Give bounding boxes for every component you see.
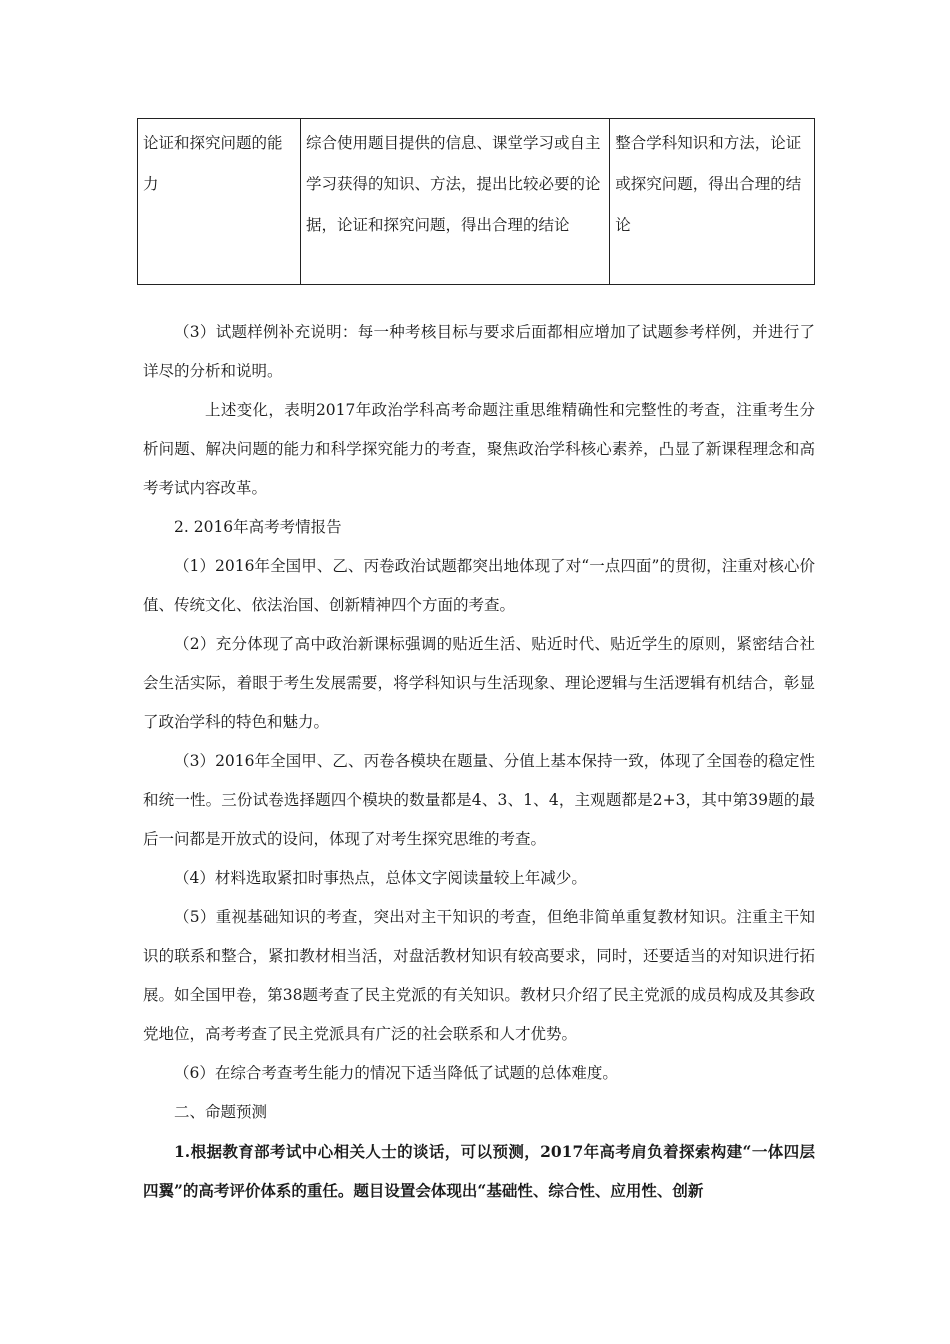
- requirements-table: [137, 118, 815, 285]
- paragraph-sample-note: （3）试题样例补充说明：每一种考核目标与要求后面都相应增加了试题参考样例，并进行了详尽的分析和说明。: [143, 323, 815, 380]
- table-cell-requirement: 整合学科知识和方法，论证或探究问题，得出合理的结论: [610, 119, 815, 285]
- table-cell-description: 综合使用题目提供的信息、课堂学习或自主学习获得的知识、方法，提出比较必要的论据，论证和探究问题，得出合理的结论: [300, 119, 609, 285]
- paragraph-report-5: （5）重视基础知识的考查，突出对主干知识的考查，但绝非简单重复教材知识。注重主干知识的联系和整合，紧扣教材相当活，对盘活教材知识有较高要求，同时，还要适当的对知识进行拓展。如全国甲卷，第38题考查了民主党派的有关知识。教材只介绍了民主党派的成员构成及其参政党地位，高考考查了民主党派具有广泛的社会联系和人才优势。: [143, 908, 815, 1043]
- paragraph-report-3: （3）2016年全国甲、乙、丙卷各模块在题量、分值上基本保持一致，体现了全国卷的稳定性和统一性。三份试卷选择题四个模块的数量都是4、3、1、4，主观题都是2+3，其中第39题的最后一问都是开放式的设问，体现了对考生探究思维的考查。: [143, 752, 815, 848]
- paragraph-report-2: （2）充分体现了高中政治新课标强调的贴近生活、贴近时代、贴近学生的原则，紧密结合社会生活实际，着眼于考生发展需要，将学科知识与生活现象、理论逻辑与生活逻辑有机结合，彰显了政治学科的特色和魅力。: [143, 635, 815, 731]
- body-text: [143, 313, 815, 1210]
- paragraph-report-6: （6）在综合考查考生能力的情况下适当降低了试题的总体难度。: [174, 1064, 618, 1082]
- paragraph-summary: 上述变化，表明2017年政治学科高考命题注重思维精确性和完整性的考查，注重考生分析问题、解决问题的能力和科学探究能力的考查，聚焦政治学科核心素养，凸显了新课程理念和高考考试内容改革。: [143, 401, 815, 497]
- section-heading-prediction: 二、命题预测: [174, 1103, 268, 1121]
- paragraph-report-4: （4）材料选取紧扣时事热点，总体文字阅读量较上年减少。: [174, 869, 587, 887]
- table-cell-ability: 论证和探究问题的能力: [138, 119, 301, 285]
- table-row: [138, 119, 815, 285]
- paragraph-report-1: （1）2016年全国甲、乙、丙卷政治试题都突出地体现了对“一点四面”的贯彻，注重对核心价值、传统文化、依法治国、创新精神四个方面的考查。: [143, 557, 815, 614]
- paragraph-prediction-1: 1.根据教育部考试中心相关人士的谈话，可以预测，2017年高考肩负着探索构建“一体四层四翼”的高考评价体系的重任。题目设置会体现出“基础性、综合性、应用性、创新: [143, 1142, 815, 1200]
- section-heading-2016-report: 2. 2016年高考考情报告: [174, 518, 342, 536]
